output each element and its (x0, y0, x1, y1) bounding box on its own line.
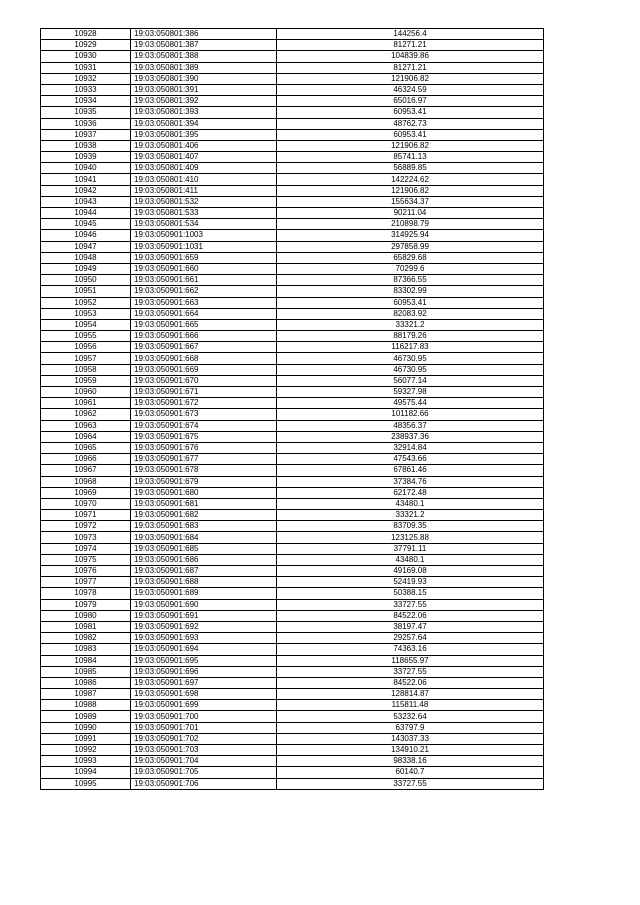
cadastral-number-cell: 19:03:050901:663 (131, 297, 277, 308)
row-number-cell: 10982 (41, 633, 131, 644)
table-row (41, 107, 544, 118)
table-row (41, 420, 544, 431)
table-row (41, 286, 544, 297)
value-cell: 83302.99 (277, 286, 544, 297)
table-row (41, 554, 544, 565)
cadastral-number-cell: 19:03:050901:667 (131, 342, 277, 353)
table-row (41, 409, 544, 420)
row-number-cell: 10960 (41, 387, 131, 398)
table-row (41, 129, 544, 140)
cadastral-number-cell: 19:03:050901:702 (131, 733, 277, 744)
table-row (41, 62, 544, 73)
value-cell: 29257.64 (277, 633, 544, 644)
cadastral-number-cell: 19:03:050801:533 (131, 208, 277, 219)
table-row (41, 465, 544, 476)
cadastral-number-cell: 19:03:050901:677 (131, 454, 277, 465)
table-row (41, 252, 544, 263)
value-cell: 128814.87 (277, 689, 544, 700)
cadastral-number-cell: 19:03:050901:695 (131, 655, 277, 666)
cadastral-number-cell: 19:03:050901:673 (131, 409, 277, 420)
cadastral-number-cell: 19:03:050901:694 (131, 644, 277, 655)
cadastral-number-cell: 19:03:050901:681 (131, 498, 277, 509)
row-number-cell: 10994 (41, 767, 131, 778)
row-number-cell: 10946 (41, 230, 131, 241)
row-number-cell: 10944 (41, 208, 131, 219)
table-row (41, 521, 544, 532)
row-number-cell: 10928 (41, 29, 131, 40)
cadastral-number-cell: 19:03:050901:699 (131, 700, 277, 711)
cadastral-number-cell: 19:03:050801:390 (131, 73, 277, 84)
row-number-cell: 10945 (41, 219, 131, 230)
value-cell: 74363.16 (277, 644, 544, 655)
value-cell: 142224.62 (277, 174, 544, 185)
row-number-cell: 10953 (41, 308, 131, 319)
value-cell: 53232.64 (277, 711, 544, 722)
row-number-cell: 10934 (41, 96, 131, 107)
row-number-cell: 10990 (41, 722, 131, 733)
cadastral-number-cell: 19:03:050901:693 (131, 633, 277, 644)
row-number-cell: 10993 (41, 756, 131, 767)
cadastral-number-cell: 19:03:050801:393 (131, 107, 277, 118)
table-row (41, 196, 544, 207)
value-cell: 155634.37 (277, 196, 544, 207)
cadastral-number-cell: 19:03:050901:670 (131, 375, 277, 386)
table-row (41, 487, 544, 498)
value-cell: 33321.2 (277, 319, 544, 330)
row-number-cell: 10933 (41, 84, 131, 95)
table-row (41, 375, 544, 386)
value-cell: 33727.55 (277, 666, 544, 677)
table-row (41, 745, 544, 756)
value-cell: 50388.15 (277, 588, 544, 599)
cadastral-number-cell: 19:03:050901:690 (131, 599, 277, 610)
row-number-cell: 10962 (41, 409, 131, 420)
table-row (41, 364, 544, 375)
value-cell: 60953.41 (277, 129, 544, 140)
table-row (41, 241, 544, 252)
cadastral-number-cell: 19:03:050801:407 (131, 152, 277, 163)
value-cell: 52419.93 (277, 577, 544, 588)
table-row (41, 230, 544, 241)
row-number-cell: 10940 (41, 163, 131, 174)
cadastral-number-cell: 19:03:050901:680 (131, 487, 277, 498)
value-cell: 65829.68 (277, 252, 544, 263)
table-row (41, 84, 544, 95)
value-cell: 101182.66 (277, 409, 544, 420)
row-number-cell: 10979 (41, 599, 131, 610)
value-cell: 37384.76 (277, 476, 544, 487)
value-cell: 134910.21 (277, 745, 544, 756)
cadastral-number-cell: 19:03:050901:691 (131, 610, 277, 621)
cadastral-number-cell: 19:03:050901:696 (131, 666, 277, 677)
value-cell: 59327.98 (277, 387, 544, 398)
cadastral-number-cell: 19:03:050901:683 (131, 521, 277, 532)
value-cell: 46730.95 (277, 353, 544, 364)
table-row (41, 566, 544, 577)
cadastral-number-cell: 19:03:050801:532 (131, 196, 277, 207)
cadastral-number-cell: 19:03:050901:703 (131, 745, 277, 756)
cadastral-number-cell: 19:03:050901:675 (131, 431, 277, 442)
row-number-cell: 10974 (41, 543, 131, 554)
cadastral-number-cell: 19:03:050901:689 (131, 588, 277, 599)
value-cell: 46324.59 (277, 84, 544, 95)
table-row (41, 163, 544, 174)
table-row (41, 510, 544, 521)
cadastral-number-cell: 19:03:050901:685 (131, 543, 277, 554)
cadastral-number-cell: 19:03:050901:1003 (131, 230, 277, 241)
row-number-cell: 10937 (41, 129, 131, 140)
value-cell: 83709.35 (277, 521, 544, 532)
value-cell: 121906.82 (277, 185, 544, 196)
value-cell: 37791.11 (277, 543, 544, 554)
value-cell: 49169.08 (277, 566, 544, 577)
value-cell: 118655.97 (277, 655, 544, 666)
row-number-cell: 10965 (41, 442, 131, 453)
value-cell: 144256.4 (277, 29, 544, 40)
table-row (41, 431, 544, 442)
cadastral-number-cell: 19:03:050901:662 (131, 286, 277, 297)
value-cell: 84522.06 (277, 677, 544, 688)
value-cell: 33727.55 (277, 599, 544, 610)
cadastral-number-cell: 19:03:050901:698 (131, 689, 277, 700)
cadastral-number-cell: 19:03:050901:678 (131, 465, 277, 476)
value-cell: 82083.92 (277, 308, 544, 319)
row-number-cell: 10980 (41, 610, 131, 621)
table-row (41, 666, 544, 677)
cadastral-number-cell: 19:03:050801:394 (131, 118, 277, 129)
table-row (41, 96, 544, 107)
table-row (41, 767, 544, 778)
value-cell: 238937.36 (277, 431, 544, 442)
table-row (41, 700, 544, 711)
value-cell: 115811.48 (277, 700, 544, 711)
row-number-cell: 10936 (41, 118, 131, 129)
row-number-cell: 10971 (41, 510, 131, 521)
value-cell: 48762.73 (277, 118, 544, 129)
row-number-cell: 10956 (41, 342, 131, 353)
row-number-cell: 10959 (41, 375, 131, 386)
row-number-cell: 10930 (41, 51, 131, 62)
cadastral-number-cell: 19:03:050901:661 (131, 275, 277, 286)
cadastral-number-cell: 19:03:050801:389 (131, 62, 277, 73)
value-cell: 85741.13 (277, 152, 544, 163)
cadastral-number-cell: 19:03:050801:391 (131, 84, 277, 95)
cadastral-number-cell: 19:03:050901:672 (131, 398, 277, 409)
table-body (41, 29, 544, 790)
value-cell: 123125.88 (277, 532, 544, 543)
table-row (41, 588, 544, 599)
row-number-cell: 10949 (41, 263, 131, 274)
cadastral-number-cell: 19:03:050901:706 (131, 778, 277, 789)
row-number-cell: 10995 (41, 778, 131, 789)
row-number-cell: 10969 (41, 487, 131, 498)
value-cell: 121906.82 (277, 140, 544, 151)
row-number-cell: 10984 (41, 655, 131, 666)
row-number-cell: 10992 (41, 745, 131, 756)
table-row (41, 118, 544, 129)
row-number-cell: 10985 (41, 666, 131, 677)
cadastral-number-cell: 19:03:050801:387 (131, 40, 277, 51)
value-cell: 33321.2 (277, 510, 544, 521)
value-cell: 56889.85 (277, 163, 544, 174)
cadastral-number-cell: 19:03:050901:704 (131, 756, 277, 767)
value-cell: 121906.82 (277, 73, 544, 84)
row-number-cell: 10941 (41, 174, 131, 185)
row-number-cell: 10950 (41, 275, 131, 286)
value-cell: 33727.55 (277, 778, 544, 789)
row-number-cell: 10954 (41, 319, 131, 330)
row-number-cell: 10939 (41, 152, 131, 163)
row-number-cell: 10952 (41, 297, 131, 308)
table-row (41, 689, 544, 700)
value-cell: 43480.1 (277, 554, 544, 565)
cadastral-number-cell: 19:03:050901:700 (131, 711, 277, 722)
value-cell: 49575.44 (277, 398, 544, 409)
cadastral-number-cell: 19:03:050901:674 (131, 420, 277, 431)
value-cell: 116217.83 (277, 342, 544, 353)
value-cell: 65016.97 (277, 96, 544, 107)
row-number-cell: 10967 (41, 465, 131, 476)
table-row (41, 398, 544, 409)
cadastral-number-cell: 19:03:050901:684 (131, 532, 277, 543)
row-number-cell: 10948 (41, 252, 131, 263)
table-row (41, 40, 544, 51)
row-number-cell: 10987 (41, 689, 131, 700)
value-cell: 143037.33 (277, 733, 544, 744)
table-row (41, 263, 544, 274)
row-number-cell: 10976 (41, 566, 131, 577)
cadastral-number-cell: 19:03:050801:388 (131, 51, 277, 62)
cadastral-number-cell: 19:03:050901:664 (131, 308, 277, 319)
row-number-cell: 10958 (41, 364, 131, 375)
cadastral-number-cell: 19:03:050801:534 (131, 219, 277, 230)
row-number-cell: 10929 (41, 40, 131, 51)
table-row (41, 319, 544, 330)
cadastral-number-cell: 19:03:050901:669 (131, 364, 277, 375)
table-row (41, 733, 544, 744)
value-cell: 63797.9 (277, 722, 544, 733)
cadastral-number-cell: 19:03:050801:395 (131, 129, 277, 140)
row-number-cell: 10931 (41, 62, 131, 73)
table-row (41, 756, 544, 767)
row-number-cell: 10963 (41, 420, 131, 431)
cadastral-number-cell: 19:03:050901:660 (131, 263, 277, 274)
value-cell: 46730.95 (277, 364, 544, 375)
row-number-cell: 10989 (41, 711, 131, 722)
table-row (41, 599, 544, 610)
row-number-cell: 10966 (41, 454, 131, 465)
cadastral-number-cell: 19:03:050901:687 (131, 566, 277, 577)
value-cell: 87366.55 (277, 275, 544, 286)
row-number-cell: 10961 (41, 398, 131, 409)
cadastral-number-cell: 19:03:050901:676 (131, 442, 277, 453)
value-cell: 81271.21 (277, 40, 544, 51)
row-number-cell: 10977 (41, 577, 131, 588)
row-number-cell: 10988 (41, 700, 131, 711)
table-row (41, 174, 544, 185)
table-row (41, 577, 544, 588)
value-cell: 84522.06 (277, 610, 544, 621)
row-number-cell: 10964 (41, 431, 131, 442)
cadastral-number-cell: 19:03:050901:682 (131, 510, 277, 521)
cadastral-number-cell: 19:03:050901:686 (131, 554, 277, 565)
table-row (41, 454, 544, 465)
row-number-cell: 10951 (41, 286, 131, 297)
table-row (41, 331, 544, 342)
value-cell: 43480.1 (277, 498, 544, 509)
table-row (41, 476, 544, 487)
table-row (41, 543, 544, 554)
table-row (41, 644, 544, 655)
row-number-cell: 10986 (41, 677, 131, 688)
cadastral-number-cell: 19:03:050901:659 (131, 252, 277, 263)
row-number-cell: 10943 (41, 196, 131, 207)
row-number-cell: 10968 (41, 476, 131, 487)
row-number-cell: 10955 (41, 331, 131, 342)
table-row (41, 532, 544, 543)
cadastral-number-cell: 19:03:050801:406 (131, 140, 277, 151)
cadastral-number-cell: 19:03:050801:411 (131, 185, 277, 196)
value-cell: 98338.16 (277, 756, 544, 767)
table-row (41, 152, 544, 163)
value-cell: 48356.37 (277, 420, 544, 431)
row-number-cell: 10973 (41, 532, 131, 543)
cadastral-number-cell: 19:03:050901:701 (131, 722, 277, 733)
row-number-cell: 10947 (41, 241, 131, 252)
cadastral-number-cell: 19:03:050901:665 (131, 319, 277, 330)
value-cell: 297858.99 (277, 241, 544, 252)
value-cell: 314925.94 (277, 230, 544, 241)
value-cell: 70299.6 (277, 263, 544, 274)
row-number-cell: 10932 (41, 73, 131, 84)
table-row (41, 621, 544, 632)
row-number-cell: 10935 (41, 107, 131, 118)
row-number-cell: 10983 (41, 644, 131, 655)
table-row (41, 342, 544, 353)
table-row (41, 498, 544, 509)
table-row (41, 275, 544, 286)
value-cell: 32914.84 (277, 442, 544, 453)
table-row (41, 655, 544, 666)
table-row (41, 387, 544, 398)
value-cell: 60140.7 (277, 767, 544, 778)
value-cell: 67861.46 (277, 465, 544, 476)
data-table (40, 28, 544, 790)
cadastral-number-cell: 19:03:050901:705 (131, 767, 277, 778)
table-row (41, 297, 544, 308)
table-row (41, 633, 544, 644)
row-number-cell: 10938 (41, 140, 131, 151)
row-number-cell: 10970 (41, 498, 131, 509)
row-number-cell: 10981 (41, 621, 131, 632)
value-cell: 81271.21 (277, 62, 544, 73)
value-cell: 56077.14 (277, 375, 544, 386)
value-cell: 104839.86 (277, 51, 544, 62)
value-cell: 62172.48 (277, 487, 544, 498)
table-row (41, 778, 544, 789)
cadastral-number-cell: 19:03:050801:409 (131, 163, 277, 174)
value-cell: 47543.66 (277, 454, 544, 465)
cadastral-number-cell: 19:03:050801:410 (131, 174, 277, 185)
cadastral-number-cell: 19:03:050901:1031 (131, 241, 277, 252)
table-row (41, 219, 544, 230)
value-cell: 60953.41 (277, 107, 544, 118)
table-row (41, 29, 544, 40)
row-number-cell: 10978 (41, 588, 131, 599)
value-cell: 38197.47 (277, 621, 544, 632)
cadastral-number-cell: 19:03:050901:688 (131, 577, 277, 588)
value-cell: 60953.41 (277, 297, 544, 308)
row-number-cell: 10972 (41, 521, 131, 532)
row-number-cell: 10942 (41, 185, 131, 196)
table-row (41, 722, 544, 733)
table-row (41, 140, 544, 151)
row-number-cell: 10991 (41, 733, 131, 744)
cadastral-number-cell: 19:03:050901:679 (131, 476, 277, 487)
table-row (41, 610, 544, 621)
row-number-cell: 10957 (41, 353, 131, 364)
table-row (41, 185, 544, 196)
table-row (41, 442, 544, 453)
table-row (41, 677, 544, 688)
table-row (41, 73, 544, 84)
cadastral-number-cell: 19:03:050901:697 (131, 677, 277, 688)
row-number-cell: 10975 (41, 554, 131, 565)
cadastral-number-cell: 19:03:050901:668 (131, 353, 277, 364)
table-row (41, 51, 544, 62)
table-row (41, 711, 544, 722)
table-row (41, 308, 544, 319)
cadastral-number-cell: 19:03:050901:666 (131, 331, 277, 342)
value-cell: 90211.04 (277, 208, 544, 219)
cadastral-number-cell: 19:03:050901:671 (131, 387, 277, 398)
value-cell: 210898.79 (277, 219, 544, 230)
table-row (41, 353, 544, 364)
cadastral-number-cell: 19:03:050801:392 (131, 96, 277, 107)
value-cell: 88179.26 (277, 331, 544, 342)
cadastral-number-cell: 19:03:050801:386 (131, 29, 277, 40)
table-row (41, 208, 544, 219)
cadastral-number-cell: 19:03:050901:692 (131, 621, 277, 632)
